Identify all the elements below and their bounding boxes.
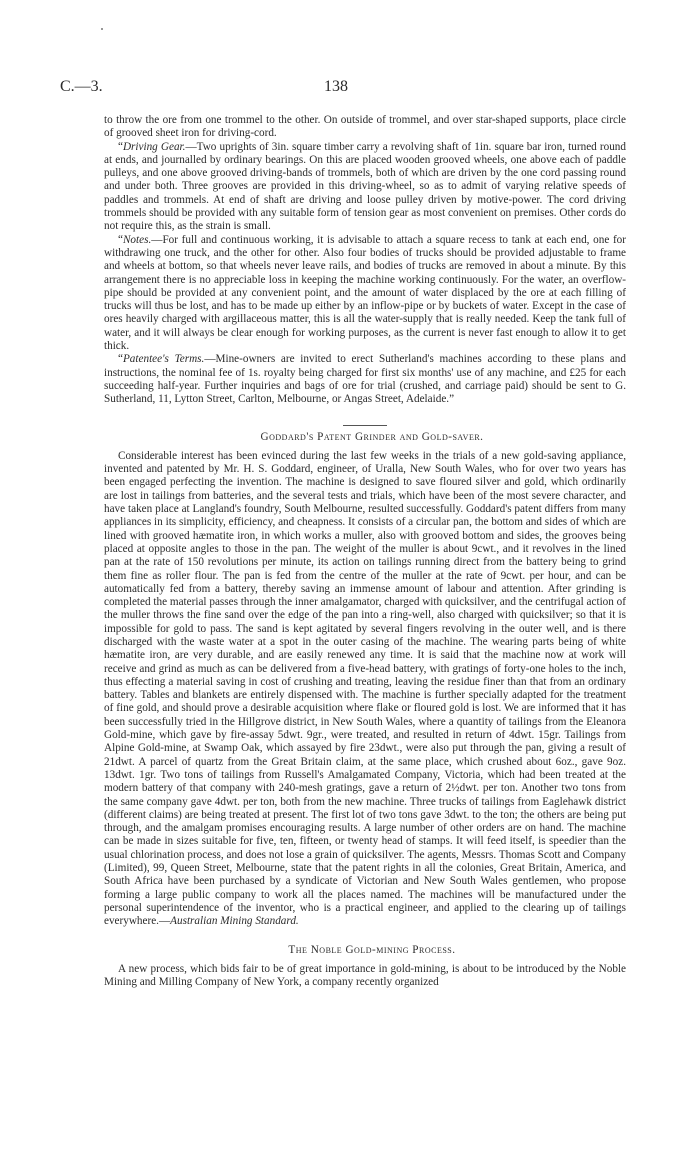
paragraph-driving-gear [104,141,626,234]
open-quote: “ [118,140,123,153]
patentee-terms-text: —Mine-owners are invited to erect Sutherland's machines according to these plans and instructions, the nominal fee of 1s. royalty being charged for first six months' use of any machine, and £25 for each succeeding half-year. Further inquiries and bags of ore for trial (crushed, and carriage paid) should be sent to G. Sutherland, 11, Lytton Street, Carlton, Melbourne, or Angas Street, Adelaide.” [104,353,626,406]
page-header [60,78,640,98]
page-body [104,114,626,989]
driving-gear-text: —Two uprights of 3in. square timber carry a revolving shaft of 1in. square bar iron, turned round at ends, and journalled by ordinary bearings. On this are placed wooden grooved wheels, one above each of paddle pulleys, and one above grooved driving-bands of trommels, both of which are driven by the one cord passing round and under both. Three grooves are provided in this driving-wheel, so as to admit of varying relative speeds of paddles and trommels. At end of shaft are driving and loose pulley driven by motive-power. The cord driving trommels should be provided with any suitable form of tension gear as most convenient on premises. Other cords do not require this, as the strain is small. [104,140,626,233]
page-mark [101,28,103,30]
notes-title: Notes. [122,233,152,246]
source-citation: Australian Mining Standard. [170,915,299,928]
paragraph-trommel-continuation: to throw the ore from one trommel to the other. On outside of trommel, and over star-shaped supports, place circle of grooved sheet iron for driving-cord. [104,114,626,140]
notes-text: —For full and continuous working, it is advisable to attach a square recess to tank at each end, one for withdrawing one truck, and the other for other. Also four bodies of trucks should be provided adjustable to frame and wheels at bottom, so that wheels never leave rails, and bodies of trucks are removed in about a minute. By this arrangement there is no appreciable loss in keeping the machine working continuously. For the water, an overflow-pipe should be provided at any convenient point, and the amount of water displaced by the ore at each filling of trucks will thus be lost, and has to be made up either by an inflow-pipe or by buckets of water. Except in the case of ores heavily charged with argillaceous matter, this is all the water-supply that is really needed. Keep the tank full of water, and it will always be clear enough for working purposes, as the current is never fast enough to allow it to get thick. [104,233,626,353]
paragraph-patentee-terms [104,353,626,406]
patentee-terms-title: Patentee's Terms. [122,353,205,366]
goddard-text: Considerable interest has been evinced during the last few weeks in the trials of a new gold-saving appliance, invented and patented by Mr. H. S. Goddard, engineer, of Uralla, New South Wales, who for over two years has been engaged perfecting the invention. The machine is designed to save floured silver and gold, which ordinarily are lost in tailings from batteries, and the several tests and trials, which have been of the most severe character, and have taken place at Langland's foundry, South Melbourne, resulted successfully. Goddard's patent differs from many appliances in its simplicity, efficiency, and cheapness. It consists of a circular pan, the bottom and sides of which are lined with grooved hæmatite iron, in which works a muller, also with grooved bottom and sides, the grooves being placed at opposite angles to those in the pan. The weight of the muller is about 9cwt., and it revolves in the lined pan at the rate of 150 revolutions per minute, its action on tailings running direct from the battery being to grind them fine as roller flour. The pan is fed from the centre of the muller at the rate of 9cwt. per hour, and can be automatically fed from a battery, thereby saving an immense amount of labour and attention. After grinding is completed the material passes through the inner amalgamator, charged with quicksilver, and the centrifugal action of the muller throws the fine sand over the edge of the pan into a ring-well, also charged with quicksilver; so that it is impossible for gold to pass. The sand is kept agitated by several fingers revolving in the outer well, and is there discharged with the waste water at a spot in the outer casing of the machine. The wearing parts being of white hæmatite iron, are very durable, and are easily renewed any time. It is said that the machine now at work will receive and grind as much as can be delivered from a five-head battery, with gratings of forty-one holes to the inch, thus effecting a material saving in cost of crushing and treating, leaving the residue finer than that from an ordinary battery. Tables and blankets are entirely dispensed with. The machine is further specially adapted for the treatment of fine gold, and should prove a desirable acquisition where flake or floured gold is lost. We are informed that it has been successfully tried in the Hillgrove district, in New South Wales, where a quantity of tailings from the Eleanora Gold-mine, which gave by fire-assay 5dwt. 9gr., were treated, and resulted in return of 4dwt. 15gr. Tailings from Alpine Gold-mine, at Swamp Oak, which assayed by fire 23dwt., were also put through the pan, giving a result of 21dwt. A parcel of quartz from the Great Britain claim, at the same place, which crushed about 6oz., gave 9oz. 13dwt. 1gr. Two tons of tailings from Russell's Amalgamated Company, Victoria, which had been treated at the modern battery of that company with 240-mesh gratings, gave a return of 2½dwt. per ton. Another two tons from the same company gave 4dwt. per ton, both from the new machine. Three trucks of tailings from Eaglehawk district (different claims) are being treated at present. The first lot of two tons gave 3dwt. to the ton; the others are being put through, and the amalgam promises encouraging results. A large number of other orders are on hand. The machine can be made in sizes suitable for five, ten, fifteen, or twenty head of stamps. It will feed itself, is speedier than the usual chlorination process, and does not lose a grain of quicksilver. The agents, Messrs. Thomas Scott and Company (Limited), 99, Queen Street, Melbourne, state that the patent rights in all the colonies, Great Britain, America, and South Africa have been purchased by a syndicate of Victorian and New South Wales gentlemen, who propose forming a large public company to work all the places named. The machines will be manufactured under the personal superintendence of the inventor, who is a practical engineer, and applied to the clearing up of tailings everywhere.— [104,449,626,928]
section-heading-goddard: Goddard's Patent Grinder and Gold-saver. [260,430,484,443]
paragraph-notes [104,234,626,354]
section-heading-noble: The Noble Gold-mining Process. [288,943,456,956]
driving-gear-title: Driving Gear. [122,140,186,153]
page-number: 138 [324,78,348,95]
open-quote: “ [118,353,123,366]
document-reference: C.—3. [60,78,103,95]
paragraph-noble: A new process, which bids fair to be of great importance in gold-mining, is about to be introduced by the Noble Mining and Milling Company of New York, a company recently organized [104,962,626,989]
open-quote: “ [118,233,123,246]
paragraph-goddard [104,450,626,929]
